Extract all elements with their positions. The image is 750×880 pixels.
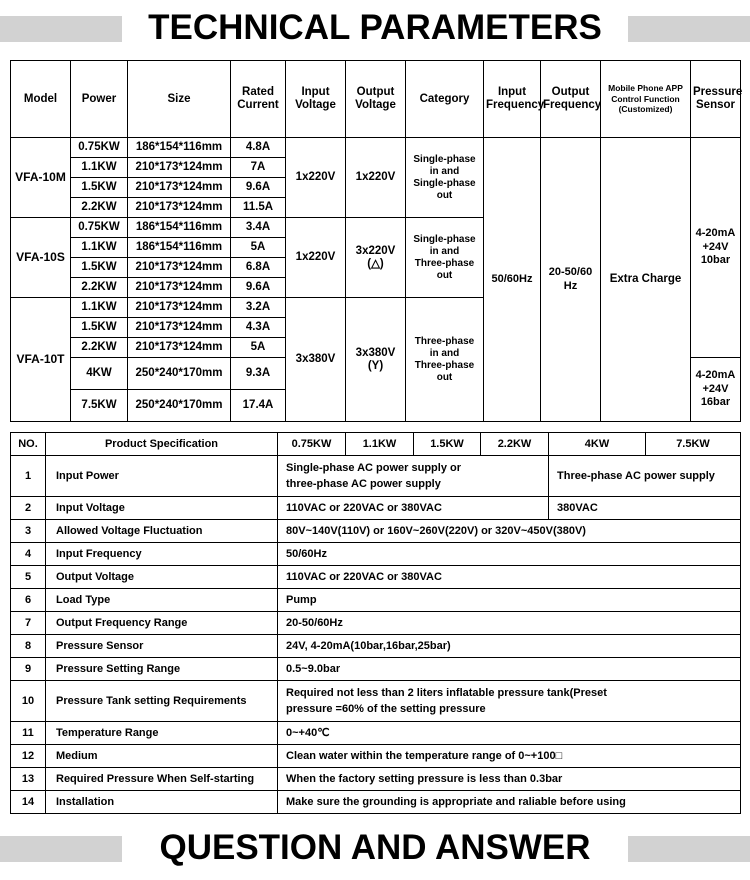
header-kw-11: 1.1KW	[346, 433, 414, 456]
output-voltage-line1: 3x380V	[355, 346, 396, 359]
row-spec: Required Pressure When Self-starting	[46, 768, 278, 791]
size-cell: 250*240*170mm	[128, 358, 231, 390]
banner-title-wrap	[0, 820, 750, 876]
power-cell: 4KW	[71, 358, 128, 390]
row-no: 2	[11, 497, 46, 520]
pressure-sensor-bottom-line3: 16bar	[700, 396, 731, 409]
row-no: 10	[11, 681, 46, 722]
row-no: 14	[11, 791, 46, 814]
size-cell: 210*173*124mm	[128, 178, 231, 198]
header-kw-22: 2.2KW	[481, 433, 549, 456]
header-output-frequency-line2: Frequency	[543, 99, 602, 111]
header-power: Power	[71, 61, 128, 138]
category-cell	[406, 138, 484, 218]
row-spec: Output Frequency Range	[46, 612, 278, 635]
power-cell: 2.2KW	[71, 338, 128, 358]
technical-parameters-table	[10, 60, 741, 422]
category-line1: Single-phase	[413, 233, 476, 245]
power-cell: 2.2KW	[71, 278, 128, 298]
output-voltage-line1: 1x220V	[355, 171, 396, 184]
row-value-line2: pressure =60% of the setting pressure	[286, 703, 486, 715]
header-product-specification: Product Specification	[46, 433, 278, 456]
mobile-app-value-cell: Extra Charge	[601, 138, 691, 422]
category-cell	[406, 298, 484, 422]
current-cell: 9.6A	[231, 178, 286, 198]
header-rated-current-line1: Rated	[242, 86, 274, 99]
row-value: 20-50/60Hz	[278, 612, 741, 635]
pressure-sensor-top-line3: 10bar	[700, 254, 731, 267]
table-row	[11, 589, 741, 612]
row-spec: Pressure Sensor	[46, 635, 278, 658]
table-row	[11, 658, 741, 681]
header-input-voltage	[286, 61, 346, 138]
row-value: 110VAC or 220VAC or 380VAC	[278, 566, 741, 589]
current-cell: 17.4A	[231, 390, 286, 422]
table-row	[11, 635, 741, 658]
row-spec: Allowed Voltage Fluctuation	[46, 520, 278, 543]
header-rated-current	[231, 61, 286, 138]
table-row	[11, 768, 741, 791]
header-mobile-app	[601, 61, 691, 138]
table-row	[11, 497, 741, 520]
header-no: NO.	[11, 433, 46, 456]
row-value: When the factory setting pressure is less than 0.3bar	[278, 768, 741, 791]
row-spec: Temperature Range	[46, 722, 278, 745]
pressure-sensor-bottom-line1: 4-20mA	[695, 368, 736, 381]
row-no: 6	[11, 589, 46, 612]
pressure-sensor-cell-10bar	[691, 138, 741, 358]
size-cell: 210*173*124mm	[128, 158, 231, 178]
header-rated-current-line2: Current	[237, 99, 279, 111]
row-value: Clean water within the temperature range of 0~+100□	[278, 745, 741, 768]
current-cell: 5A	[231, 238, 286, 258]
category-line4: out	[436, 371, 453, 383]
size-cell: 250*240*170mm	[128, 390, 231, 422]
category-line2: in and	[429, 347, 460, 359]
row-value-line1: Required not less than 2 liters inflatable pressure tank(Preset	[286, 686, 607, 699]
row-value: 80V~140V(110V) or 160V~260V(220V) or 320V~450V(380V)	[278, 520, 741, 543]
category-line2: in and	[429, 245, 460, 257]
row-spec: Output Voltage	[46, 566, 278, 589]
header-output-frequency-line1: Output	[551, 86, 590, 99]
table-row	[11, 612, 741, 635]
row-no: 11	[11, 722, 46, 745]
power-cell: 1.5KW	[71, 258, 128, 278]
header-kw-75: 7.5KW	[646, 433, 741, 456]
row-value-left: 110VAC or 220VAC or 380VAC	[278, 497, 549, 520]
header-kw-4: 4KW	[549, 433, 646, 456]
row-value-right: 380VAC	[549, 497, 741, 520]
table-row	[11, 722, 741, 745]
power-cell: 0.75KW	[71, 218, 128, 238]
power-cell: 7.5KW	[71, 390, 128, 422]
pressure-sensor-top-line1: 4-20mA	[695, 226, 736, 239]
input-frequency-cell: 50/60Hz	[484, 138, 541, 422]
model-cell-vfa-10m: VFA-10M	[11, 138, 71, 218]
size-cell: 210*173*124mm	[128, 198, 231, 218]
output-frequency-line2: Hz	[563, 279, 578, 292]
product-specification-table	[10, 432, 741, 814]
row-spec: Pressure Tank setting Requirements	[46, 681, 278, 722]
current-cell: 5A	[231, 338, 286, 358]
category-line4: out	[436, 269, 453, 281]
output-voltage-line2: (△)	[367, 257, 384, 270]
header-input-frequency	[484, 61, 545, 138]
question-and-answer-title: QUESTION AND ANSWER	[145, 828, 604, 868]
size-cell: 186*154*116mm	[128, 138, 231, 158]
category-line1: Three-phase	[414, 335, 475, 347]
power-cell: 0.75KW	[71, 138, 128, 158]
row-spec: Input Frequency	[46, 543, 278, 566]
table-row	[11, 456, 741, 497]
row-value: Pump	[278, 589, 741, 612]
header-mobile-app-line3: (Customized)	[618, 104, 673, 115]
row-no: 1	[11, 456, 46, 497]
header-size: Size	[128, 61, 231, 138]
category-cell	[406, 218, 484, 298]
technical-parameters-banner	[0, 0, 750, 56]
header-output-voltage-line2: Voltage	[355, 99, 396, 111]
header-output-voltage-line1: Output	[356, 86, 395, 99]
header-pressure-sensor	[691, 61, 741, 138]
input-voltage-cell: 3x380V	[286, 298, 346, 422]
header-pressure-sensor-line2: Sensor	[696, 99, 735, 111]
row-spec: Installation	[46, 791, 278, 814]
row-no: 4	[11, 543, 46, 566]
row-spec: Pressure Setting Range	[46, 658, 278, 681]
size-cell: 210*173*124mm	[128, 338, 231, 358]
category-line1: Single-phase	[413, 153, 476, 165]
row-spec: Load Type	[46, 589, 278, 612]
category-line3: Three-phase	[414, 359, 475, 371]
size-cell: 186*154*116mm	[128, 218, 231, 238]
category-line3: Three-phase	[414, 257, 475, 269]
header-input-voltage-line2: Voltage	[295, 99, 336, 111]
row-value-line1: Single-phase AC power supply or	[286, 461, 462, 474]
category-line3: Single-phase	[413, 177, 476, 189]
pressure-sensor-bottom-line2: +24V	[702, 382, 729, 395]
banner-title-wrap	[0, 0, 750, 56]
power-cell: 1.5KW	[71, 318, 128, 338]
row-value	[278, 681, 741, 722]
header-output-voltage	[346, 61, 406, 138]
row-spec: Input Power	[46, 456, 278, 497]
header-input-frequency-line1: Input	[497, 86, 527, 99]
input-voltage-cell: 1x220V	[286, 138, 346, 218]
output-voltage-cell	[346, 298, 406, 422]
product-table-container	[0, 422, 750, 814]
size-cell: 210*173*124mm	[128, 298, 231, 318]
row-value: 0~+40℃	[278, 722, 741, 745]
row-no: 3	[11, 520, 46, 543]
size-cell: 210*173*124mm	[128, 258, 231, 278]
category-line2: in and	[429, 165, 460, 177]
input-voltage-cell: 1x220V	[286, 218, 346, 298]
pressure-sensor-cell-16bar	[691, 358, 741, 422]
current-cell: 4.8A	[231, 138, 286, 158]
current-cell: 11.5A	[231, 198, 286, 218]
question-and-answer-banner	[0, 820, 750, 876]
header-model: Model	[11, 61, 71, 138]
header-category: Category	[406, 61, 484, 138]
current-cell: 7A	[231, 158, 286, 178]
row-no: 12	[11, 745, 46, 768]
output-voltage-line1: 3x220V	[355, 244, 396, 257]
size-cell: 210*173*124mm	[128, 278, 231, 298]
output-voltage-line2: (Y)	[367, 359, 384, 372]
table-row	[11, 138, 741, 158]
row-no: 7	[11, 612, 46, 635]
current-cell: 4.3A	[231, 318, 286, 338]
row-value-right: Three-phase AC power supply	[549, 456, 741, 497]
current-cell: 3.2A	[231, 298, 286, 318]
row-value-line2: three-phase AC power supply	[286, 478, 441, 490]
current-cell: 3.4A	[231, 218, 286, 238]
row-no: 5	[11, 566, 46, 589]
header-input-voltage-line1: Input	[301, 86, 330, 99]
row-spec: Input Voltage	[46, 497, 278, 520]
size-cell: 210*173*124mm	[128, 318, 231, 338]
spec-table-container	[0, 56, 750, 422]
row-value: 50/60Hz	[278, 543, 741, 566]
table-row	[11, 543, 741, 566]
category-line4: out	[436, 189, 453, 201]
header-input-frequency-line2: Frequency	[486, 99, 545, 111]
model-cell-vfa-10t: VFA-10T	[11, 298, 71, 422]
table-row	[11, 520, 741, 543]
table-row	[11, 566, 741, 589]
row-no: 13	[11, 768, 46, 791]
current-cell: 6.8A	[231, 258, 286, 278]
technical-parameters-title: TECHNICAL PARAMETERS	[134, 8, 616, 48]
row-no: 8	[11, 635, 46, 658]
current-cell: 9.6A	[231, 278, 286, 298]
power-cell: 1.1KW	[71, 298, 128, 318]
power-cell: 1.1KW	[71, 238, 128, 258]
header-pressure-sensor-line1: Pressure	[693, 86, 743, 99]
current-cell: 9.3A	[231, 358, 286, 390]
pressure-sensor-top-line2: +24V	[702, 240, 729, 253]
header-kw-075: 0.75KW	[278, 433, 346, 456]
table-row	[11, 791, 741, 814]
output-frequency-line1: 20-50/60	[548, 266, 593, 279]
output-voltage-cell	[346, 138, 406, 218]
power-cell: 1.1KW	[71, 158, 128, 178]
row-value: 0.5~9.0bar	[278, 658, 741, 681]
power-cell: 2.2KW	[71, 198, 128, 218]
row-value: 24V, 4-20mA(10bar,16bar,25bar)	[278, 635, 741, 658]
table-row	[11, 681, 741, 722]
row-value-left	[278, 456, 549, 497]
header-output-frequency	[541, 61, 601, 138]
table-row	[11, 745, 741, 768]
output-voltage-cell	[346, 218, 406, 298]
row-no: 9	[11, 658, 46, 681]
spec-header-row	[11, 61, 741, 138]
output-frequency-cell	[541, 138, 601, 422]
model-cell-vfa-10s: VFA-10S	[11, 218, 71, 298]
header-mobile-app-line1: Mobile Phone APP	[608, 83, 683, 94]
product-header-row	[11, 433, 741, 456]
power-cell: 1.5KW	[71, 178, 128, 198]
header-kw-15: 1.5KW	[414, 433, 481, 456]
size-cell: 186*154*116mm	[128, 238, 231, 258]
row-value: Make sure the grounding is appropriate and raliable before using	[278, 791, 741, 814]
header-mobile-app-line2: Control Function	[611, 93, 680, 104]
row-spec: Medium	[46, 745, 278, 768]
